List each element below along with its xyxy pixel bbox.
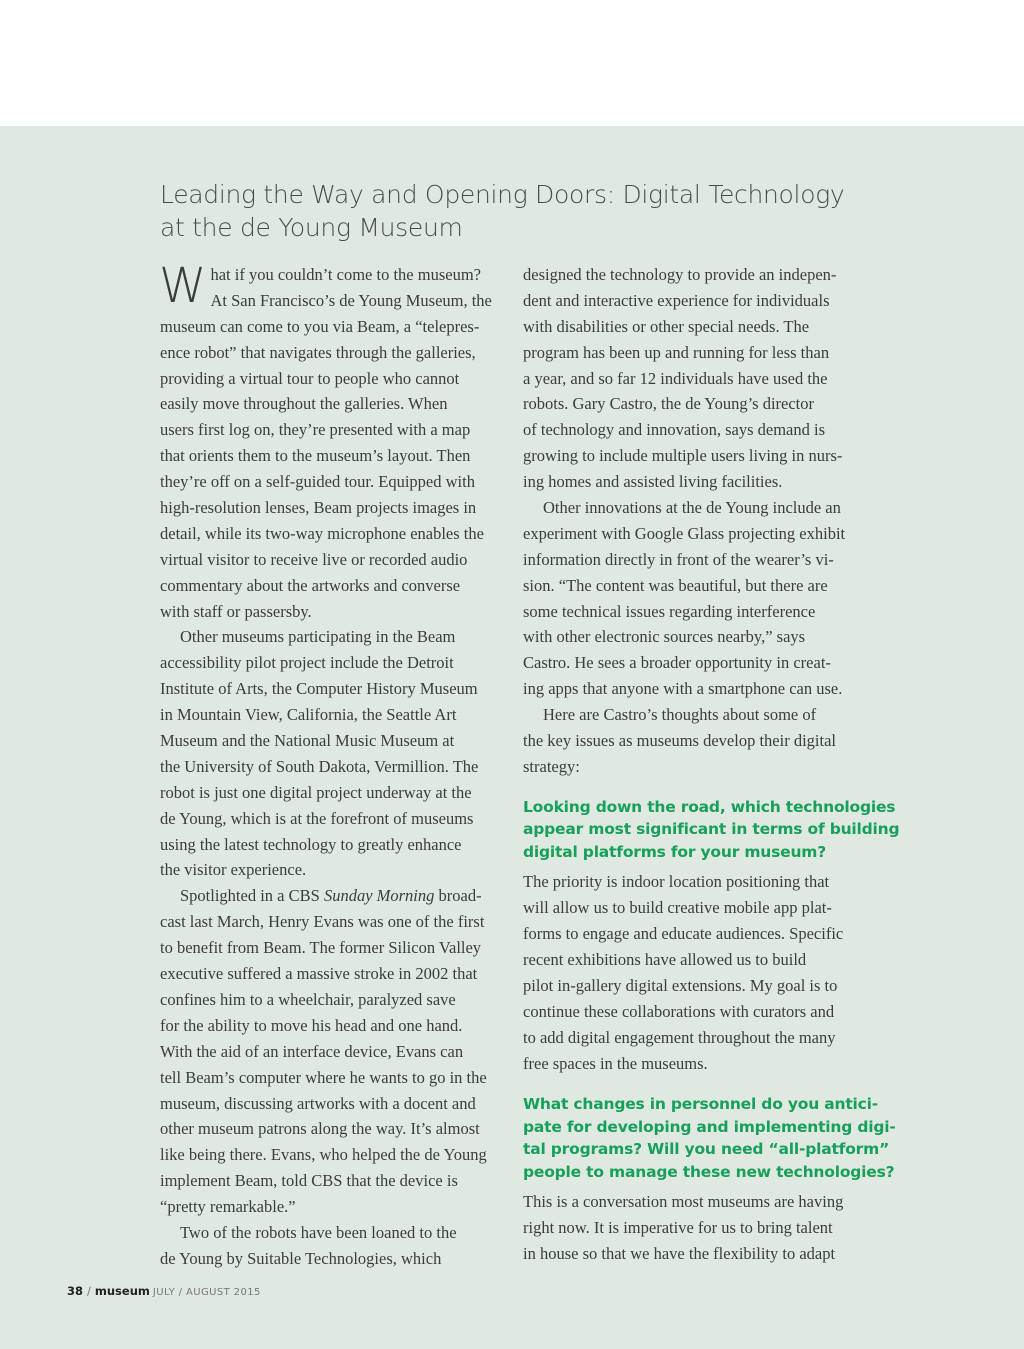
text-line: users first log on, they’re presented with a map [160,420,471,440]
text-line: forms to engage and educate audiences. Specific [523,924,844,944]
text-line: using the latest technology to greatly enhance [160,834,462,854]
text-line: with disabilities or other special needs. The [523,316,810,336]
text-line: providing a virtual tour to people who cannot [160,368,460,388]
text-line: museum, discussing artworks with a docent and [160,1093,476,1113]
show-title: Sunday Morning [323,886,435,906]
text-line: of technology and innovation, says demand is [523,420,825,440]
text-line: detail, while its two-way microphone enables the [160,523,484,543]
text-line: easily move throughout the galleries. When [160,394,448,414]
text-line: with other electronic sources nearby,” says [523,627,806,647]
text-line: the key issues as museums develop their digital [523,731,836,751]
text-line: Two of the robots have been loaned to the [180,1222,457,1242]
text-line: recent exhibitions have allowed us to build [523,949,807,969]
text-line: sion. “The content was beautiful, but there are [523,575,828,595]
article-title-line: at the de Young Museum [160,213,463,242]
text-line: With the aid of an interface device, Evans can [160,1041,464,1061]
text-line: hat if you couldn’t come to the museum? [210,265,481,284]
article-column-left [159,258,505,1272]
text-line: to benefit from Beam. The former Silicon Valley [160,938,482,958]
text-line: in house so that we have the flexibility to adapt [523,1244,836,1264]
article-title-line: Leading the Way and Opening Doors: Digital Technology [160,180,845,209]
text-line: implement Beam, told CBS that the device is [160,1171,458,1191]
text-line: commentary about the artworks and converse [160,575,461,595]
question-line: tal programs? Will you need “all-platform” [523,1140,890,1159]
question-heading [523,1093,896,1183]
spacer [523,780,868,796]
text-line: Other innovations at the de Young include an [543,498,841,518]
text-line: virtual visitor to receive live or recorded audio [160,549,468,569]
text-line: in Mountain View, California, the Seattle Art [160,705,457,725]
text-line: Castro. He sees a broader opportunity in creat- [523,653,831,673]
text-line: At San Francisco’s de Young Museum, the [210,290,492,310]
article-title [160,178,860,244]
text-line: the visitor experience. [160,860,307,880]
text-line: robot is just one digital project underway at the [160,782,472,802]
page-footer [67,1284,261,1298]
text-line: the University of South Dakota, Vermillion. The [160,756,479,776]
text-line: ence robot” that navigates through the galleries, [160,342,476,362]
text-line: de Young, which is at the forefront of museums [160,808,474,828]
spacer [523,1076,868,1093]
text-line: other museum patrons along the way. It’s almost [160,1119,480,1139]
text-line: executive suffered a massive stroke in 2002 that [160,964,478,984]
text-line: Museum and the National Music Museum at [160,731,455,751]
text-line: robots. Gary Castro, the de Young’s director [523,394,815,414]
text-line: to add digital engagement throughout the many [523,1027,836,1047]
text-line: dent and interactive experience for individuals [523,290,830,310]
text-line: like being there. Evans, who helped the de Young [160,1145,487,1165]
text-line [160,883,505,909]
text-line: museum can come to you via Beam, a “telepres- [160,316,480,336]
text-line: pilot in-gallery digital extensions. My goal is to [523,975,838,995]
text-line: program has been up and running for less than [523,342,830,362]
text-line: tell Beam’s computer where he wants to go in the [160,1067,487,1087]
page-number: 38 [67,1284,84,1298]
text-line: will allow us to build creative mobile app plat- [523,898,832,918]
footer-separator: / [87,1284,91,1298]
text-line: “pretty remarkable.” [160,1197,296,1217]
text-line: continue these collaborations with curators and [523,1001,835,1021]
text-line: a year, and so far 12 individuals have used the [523,368,828,388]
text-fragment: Spotlighted in a CBS [180,886,324,906]
drop-cap: W [159,258,207,314]
question-line: Looking down the road, which technologies [523,797,896,816]
text-line: Institute of Arts, the Computer History Museum [160,679,478,699]
text-line: Here are Castro’s thoughts about some of [543,705,817,725]
text-line: cast last March, Henry Evans was one of the first [160,912,485,932]
text-line: ing homes and assisted living facilities. [523,472,783,492]
text-line: with staff or passersby. [160,601,312,621]
text-line: de Young by Suitable Technologies, which [160,1248,442,1268]
text-line: free spaces in the museums. [523,1053,708,1073]
text-line: information directly in front of the wearer’s vi- [523,549,834,569]
text-line: growing to include multiple users living in nurs- [523,446,843,466]
text-line: some technical issues regarding interference [523,601,816,621]
issue-date: JULY / AUGUST 2015 [152,1287,261,1298]
question-line: digital platforms for your museum? [523,842,827,861]
text-line: high-resolution lenses, Beam projects images in [160,498,477,518]
text-line: This is a conversation most museums are having [523,1192,844,1212]
article-column-right [523,262,900,1267]
text-line: experiment with Google Glass projecting exhibit [523,523,846,543]
text-line: accessibility pilot project include the Detroit [160,653,454,673]
question-line: What changes in personnel do you antici- [523,1095,878,1114]
question-heading [523,796,900,864]
text-line: they’re off on a self-guided tour. Equipped with [160,472,475,492]
question-line: appear most significant in terms of building [523,820,900,839]
question-line: pate for developing and implementing digi- [523,1117,896,1136]
text-line: right now. It is imperative for us to bring talent [523,1218,833,1238]
text-fragment: broad- [434,886,482,906]
text-line: ing apps that anyone with a smartphone can use. [523,679,843,699]
text-line: The priority is indoor location positioning that [523,872,830,892]
text-line: Other museums participating in the Beam [180,627,456,647]
text-line: that orients them to the museum’s layout. Then [160,446,471,466]
text-line: confines him to a wheelchair, paralyzed save [160,989,456,1009]
text-line: for the ability to move his head and one hand. [160,1015,463,1035]
text-line: designed the technology to provide an indepen- [523,265,837,284]
magazine-name: museum [94,1284,150,1298]
question-line: people to manage these new technologies? [523,1162,895,1181]
text-line: strategy: [523,756,580,776]
